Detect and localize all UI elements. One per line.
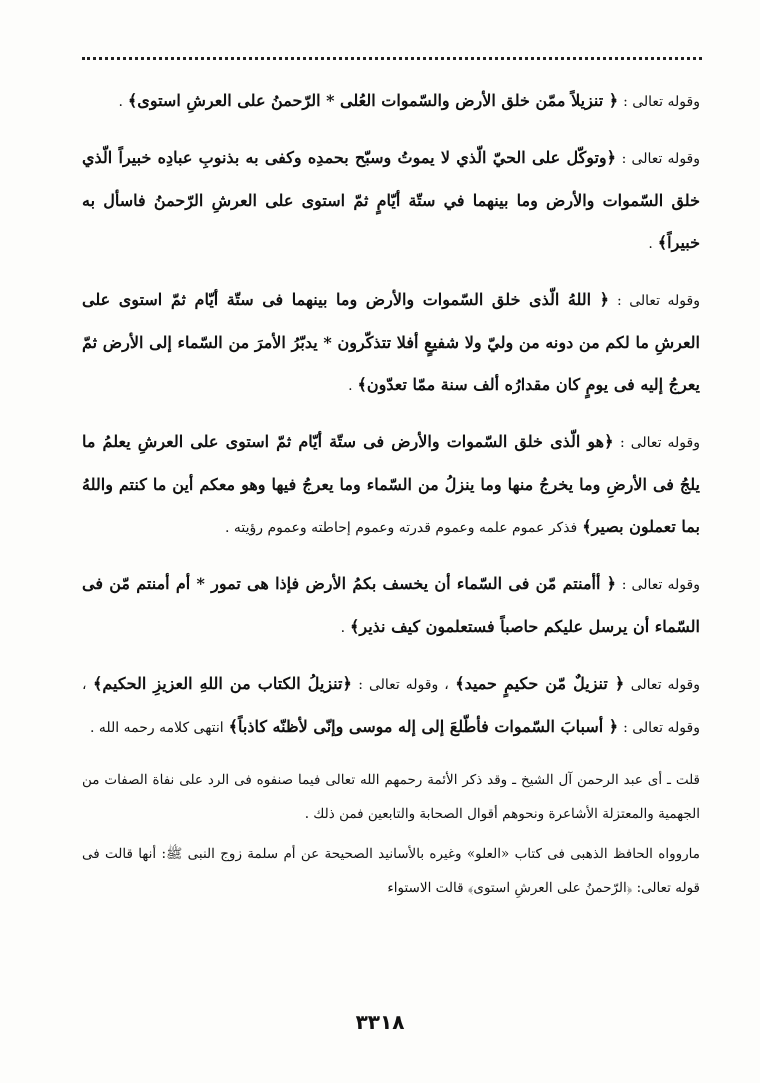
note-paragraph-2 <box>82 837 700 905</box>
paragraph-1 <box>82 80 700 123</box>
quran-verse: ﴿ أأمنتم مّن فى السّماء أن يخسف بكمُ الأرض فإذا هى تمور * أم أمنتم مّن فى السّماء أن يرسل عليكم حاصباً فستعلمون كيف نذير﴾ <box>82 574 700 636</box>
paragraph-5 <box>82 563 700 649</box>
page-body <box>82 80 700 911</box>
paragraph-tail: . <box>348 378 353 394</box>
note-source: الحافظ الذهبى فى كتاب «العلو» <box>466 846 653 862</box>
quran-verse: ﴿ اللهُ الّذى خلق السّموات والأرض وما بينهما فى ستّة أيّام ثمّ استوى على العرشِ ما لكم من دونه من وليّ ولا شفيعٍ أفلا تتذكّرون * يدبّرُ الأمرَ من السّماء إلى الأرض ثمّ يعرجُ إليه فى يومٍ كان مقدارُه ألف سنة ممّا تعدّون﴾ <box>82 290 700 394</box>
note-text: وقد ذكر الأئمة رحمهم الله تعالى فيما صنفوه فى الرد على نفاة الصفات من الجهمية والمعتزلة الأشاعرة ونحوهم أقوال الصحابة والتابعين فمن ذلك . <box>82 772 700 822</box>
note-lead: ماروواه <box>658 846 701 862</box>
paragraph-tail: . <box>340 620 346 636</box>
quran-verse-3: ﴿ أسبابَ السّموات فأطّلعَ إلى إله موسى وإنّى لأظنّه كاذباً﴾ <box>228 717 619 736</box>
paragraph-lead: وقوله تعالى : <box>621 151 701 167</box>
quran-verse: ﴿الرّحمنُ على العرشِ استوى﴾ <box>467 880 633 896</box>
note-tail: قالت الاستواء <box>387 880 464 896</box>
paragraph-lead: وقوله تعالى <box>630 677 701 693</box>
paragraph-tail: انتهى كلامه رحمه الله . <box>89 720 224 736</box>
quran-verse: ﴿وتوكّل على الحيّ الّذي لا يموتُ وسبّح بحمدِه وكفى به بذنوبِ عبادِه خبيراً الّذي خلق السّموات والأرض وما بينهما في ستّة أيّامٍ ثمّ استوى على العرشِ الرّحمنُ فاسأل به خبيراً﴾ <box>82 148 700 252</box>
paragraph-tail: . <box>118 94 123 110</box>
page-number: ٣٣١٨ <box>355 1010 405 1034</box>
top-dotted-rule <box>82 57 702 60</box>
paragraph-3 <box>82 279 700 407</box>
paragraph-2 <box>82 137 700 265</box>
note-paragraph-1 <box>82 763 700 831</box>
paragraph-connector-2: ، وقوله تعالى : <box>82 677 700 736</box>
paragraph-connector: ، وقوله تعالى : <box>358 677 449 693</box>
quran-verse: ﴿ تنزيلٌ مّن حكيمٍ حميد﴾ <box>455 674 625 693</box>
note-heading: قلت ـ أى عبد الرحمن آل الشيخ ـ <box>512 772 700 788</box>
paragraph-tail: فذكر عموم علمه وعموم قدرته وعموم إحاطته وعموم رؤيته . <box>225 520 578 536</box>
paragraph-lead: وقوله تعالى : <box>617 293 700 309</box>
note-text: وغيره بالأسانيد الصحيحة عن أم سلمة زوج النبى ﷺ: أنها قالت فى قوله تعالى: <box>82 846 700 896</box>
paragraph-4 <box>82 421 700 549</box>
paragraph-tail: . <box>648 236 653 252</box>
quran-verse: ﴿هو الّذى خلق السّموات والأرض فى ستّة أيّام ثمّ استوى على العرشِ يعلمُ ما يلجُ فى الأرضِ وما يخرجُ منها وما ينزلُ من السّماء وما يعرجُ فيها وهو معكم أين ما كنتم واللهُ بما تعملون بصير﴾ <box>82 432 701 536</box>
paragraph-lead: وقوله تعالى : <box>623 94 700 110</box>
paragraph-lead: وقوله تعالى : <box>621 577 700 593</box>
paragraph-lead: وقوله تعالى : <box>619 435 700 451</box>
quran-verse-2: ﴿تنزيلُ الكتاب من اللهِ العزيزِ الحكيم﴾ <box>92 674 352 693</box>
paragraph-6 <box>82 663 700 749</box>
quran-verse: ﴿ تنزيلاً ممّن خلق الأرض والسّموات العُلى * الرّحمنُ على العرشِ استوى﴾ <box>127 91 619 110</box>
